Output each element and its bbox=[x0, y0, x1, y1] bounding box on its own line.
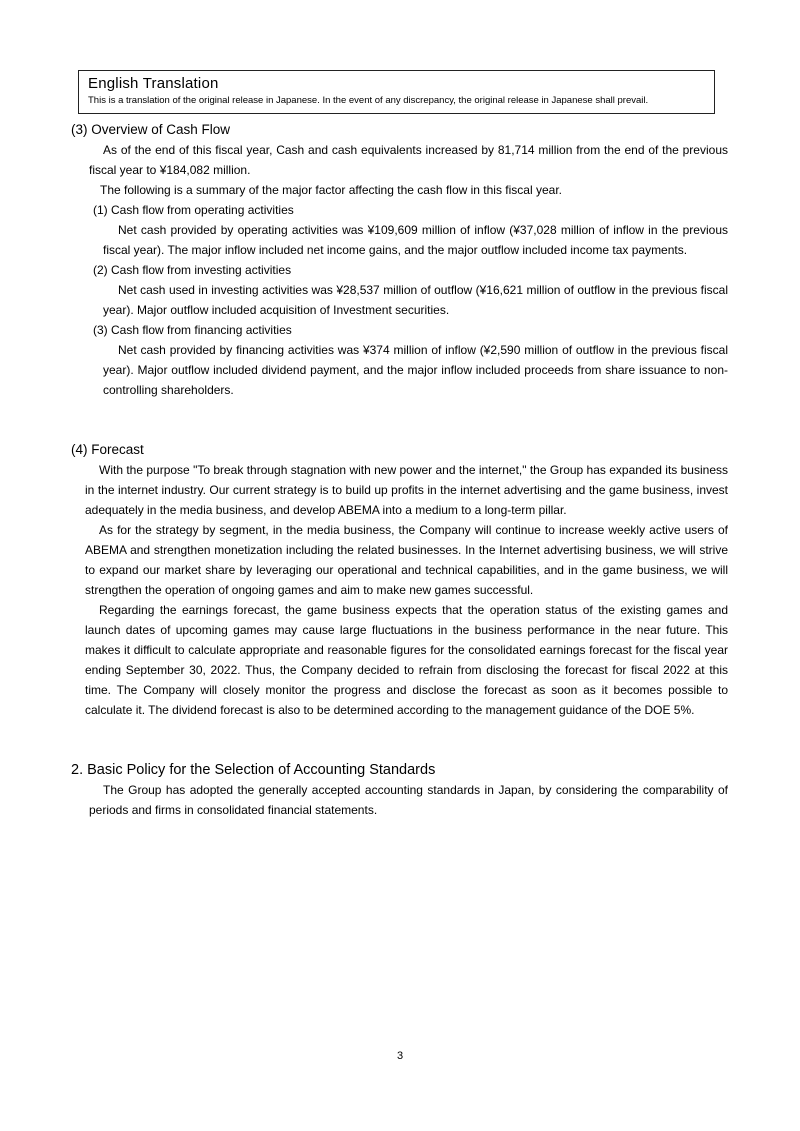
cash-flow-item-heading: (3) Cash flow from financing activities bbox=[93, 323, 292, 337]
cash-flow-overview-section bbox=[71, 120, 728, 400]
cash-flow-intro-paragraph: As of the end of this fiscal year, Cash and cash equivalents increased by 81,714 million from the end of the previous fiscal year to ¥184,082 million. bbox=[89, 143, 728, 177]
forecast-heading: (4) Forecast bbox=[71, 442, 144, 457]
page-number: 3 bbox=[396, 1050, 404, 1062]
cash-flow-overview-heading: (3) Overview of Cash Flow bbox=[71, 122, 231, 137]
accounting-standards-section bbox=[71, 760, 728, 820]
cash-flow-item-heading: (1) Cash flow from operating activities bbox=[93, 203, 294, 217]
accounting-standards-heading: 2. Basic Policy for the Selection of Accounting Standards bbox=[71, 762, 436, 778]
cash-flow-item-operating bbox=[71, 200, 728, 260]
cash-flow-item-body: Net cash provided by financing activities was ¥374 million of inflow (¥2,590 million of outflow in the previous fiscal year). Major outflow included dividend payment, and the major inflow included proceeds from share issuance to non-controlling shareholders. bbox=[103, 343, 728, 397]
cash-flow-item-heading: (2) Cash flow from investing activities bbox=[93, 263, 292, 277]
translation-box-title: English Translation bbox=[88, 75, 219, 92]
cash-flow-item-financing bbox=[71, 320, 728, 400]
forecast-section bbox=[71, 440, 728, 720]
translation-notice-box bbox=[78, 70, 715, 114]
cash-flow-item-investing bbox=[71, 260, 728, 320]
cash-flow-item-body: Net cash provided by operating activities was ¥109,609 million of inflow (¥37,028 million of inflow in the previous fiscal year). The major inflow included net income gains, and the major outflow included income tax payments. bbox=[103, 223, 728, 257]
forecast-paragraph: With the purpose "To break through stagnation with new power and the internet," the Group has expanded its business in the internet industry. Our current strategy is to build up profits in the internet advertising and the game business, invest adequately in the media business, and develop ABEMA into a medium to a long-term pillar. bbox=[85, 463, 728, 517]
translation-box-note: This is a translation of the original release in Japanese. In the event of any discrepancy, the original release in Japanese shall prevail. bbox=[88, 95, 649, 106]
forecast-paragraph: Regarding the earnings forecast, the game business expects that the operation status of the existing games and launch dates of upcoming games may cause large fluctuations in the business performance in the near future. This makes it difficult to calculate appropriate and reasonable figures for the consolidated earnings forecast for the fiscal year ending September 30, 2022. Thus, the Company decided to refrain from disclosing the forecast for fiscal 2022 at this time. The Company will closely monitor the progress and disclose the forecast as soon as it becomes possible to calculate it. The dividend forecast is also to be determined according to the management guidance of the DOE 5%. bbox=[85, 603, 728, 717]
cash-flow-summary-line: The following is a summary of the major factor affecting the cash flow in this fiscal year. bbox=[100, 183, 562, 197]
accounting-standards-body: The Group has adopted the generally accepted accounting standards in Japan, by considering the comparability of periods and firms in consolidated financial statements. bbox=[89, 783, 728, 817]
cash-flow-item-body: Net cash used in investing activities was ¥28,537 million of outflow (¥16,621 million of outflow in the previous fiscal year). Major outflow included acquisition of Investment securities. bbox=[103, 283, 728, 317]
forecast-paragraph: As for the strategy by segment, in the media business, the Company will continue to increase weekly active users of ABEMA and strengthen monetization including the related businesses. In the Internet advertising business, we will strive to expand our market share by leveraging our operational and technical capabilities, and in the game business, we will strengthen the operation of ongoing games and aim to make new games successful. bbox=[85, 523, 728, 597]
